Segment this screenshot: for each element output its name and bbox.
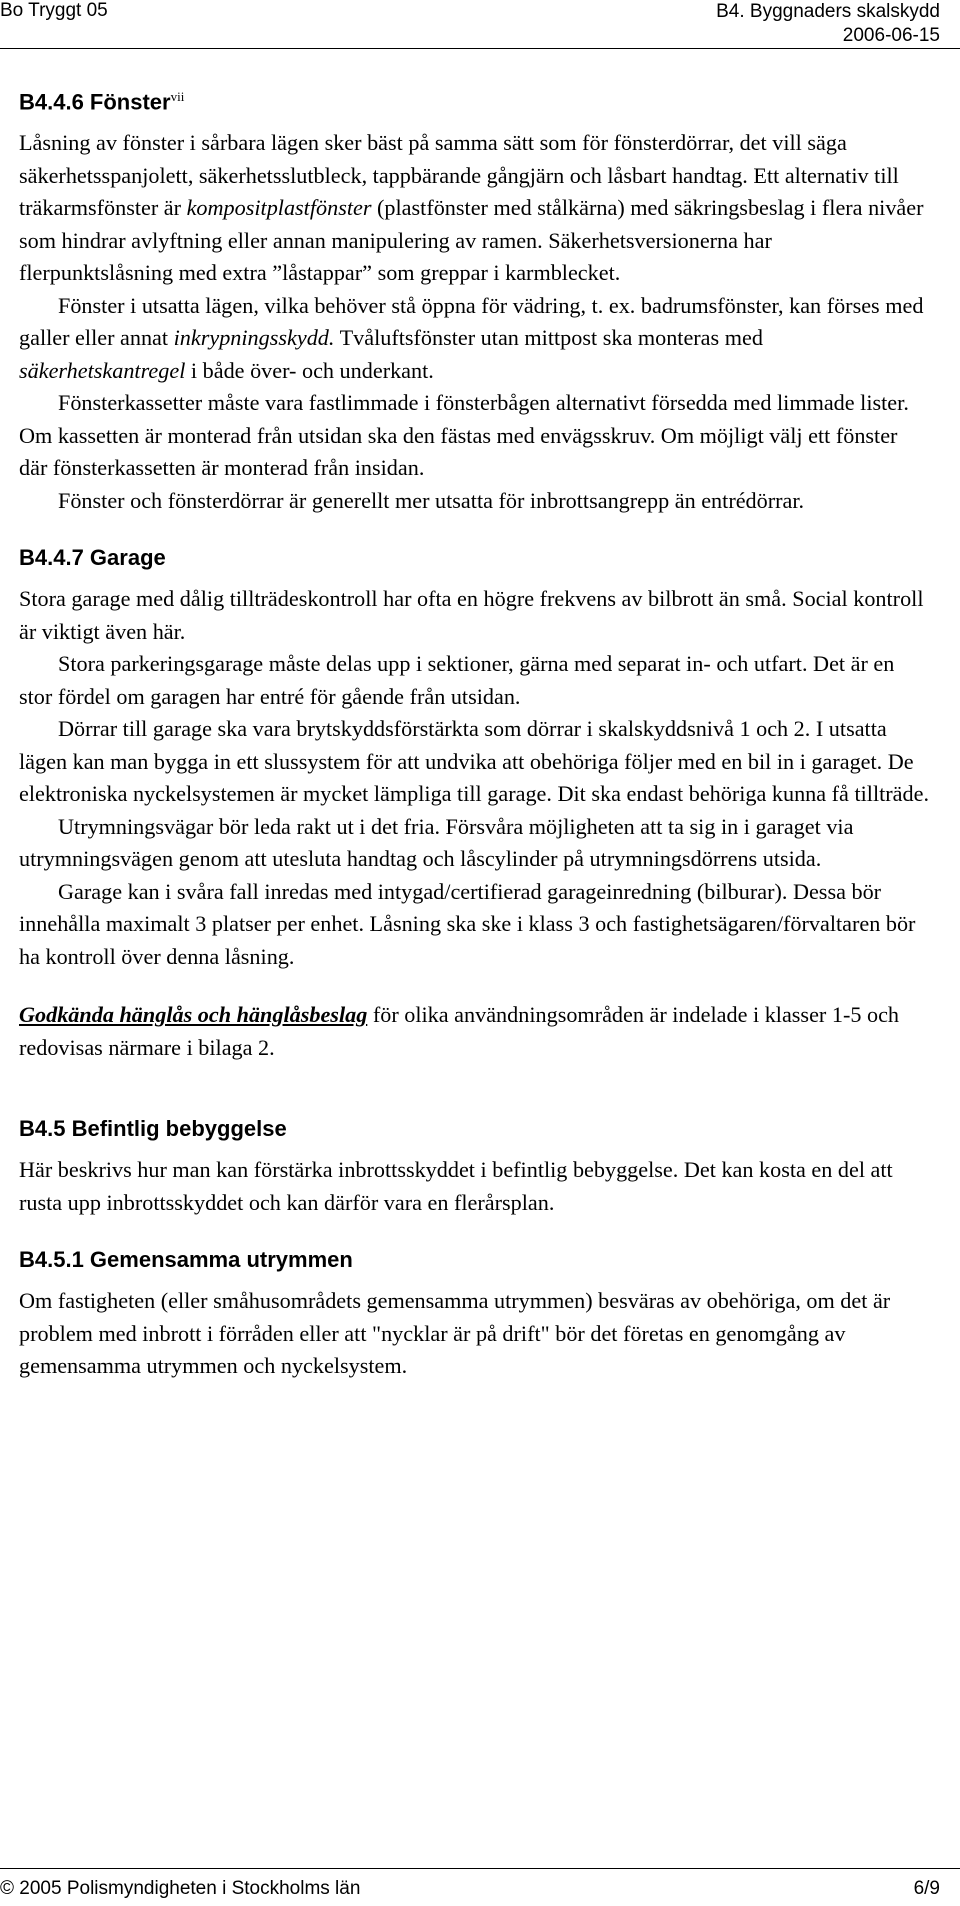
paragraph: Godkända hänglås och hänglåsbeslag för olika användningsområden är indelade i klasser 1-5 och redovisas närmare i bilaga 2. (19, 1002, 900, 1060)
paragraph: Dörrar till garage ska vara brytskyddsförstärkta som dörrar i skalskyddsnivå 1 och 2. I utsatta lägen kan man bygga in ett slussystem för att undvika att obehöriga följer med en bil in i garaget. De elektroniska nyckelsystemen är mycket lämpliga till garage. Dit ska endast behöriga kunna få tillträde. (19, 716, 930, 807)
header-right (716, 0, 940, 48)
section-heading-gemensamma: B4.5.1 Gemensamma utrymmen (19, 1247, 353, 1273)
emphasis-term: Godkända hänglås och hänglåsbeslag (19, 1002, 368, 1028)
page-footer (0, 1868, 960, 1906)
paragraph: Låsning av fönster i sårbara lägen sker bäst på samma sätt som för fönsterdörrar, det vill säga säkerhetsspanjolett, säkerhetsslutbleck, tappbärande gångjärn och låsbart handtag. Ett alternativ till träkarmsfönster är kompositplastfönster (plastfönster med stålkärna) med säkringsbeslag i flera nivåer som hindrar avlyftning eller annan manipulering av ramen. Säkerhetsversionerna har flerpunktslåsning med extra ”låstappar” som greppar i karmblecket. (19, 130, 924, 286)
page-content (19, 82, 929, 1383)
paragraph: Garage kan i svåra fall inredas med intygad/certifierad garageinredning (bilburar). Dessa bör innehålla maximalt 3 platser per enhet. Låsning ska ske i klass 3 och fastighetsägaren/förvaltaren bör ha kontroll över denna låsning. (19, 878, 916, 969)
paragraph: Stora garage med dålig tillträdeskontroll har ofta en högre frekvens av bilbrott än små. Social kontroll är viktigt även här. (19, 586, 924, 644)
header-chapter: B4. Byggnaders skalskydd (716, 1, 940, 22)
footer-copyright: © 2005 Polismyndigheten i Stockholms län (0, 1878, 361, 1899)
footer-divider (0, 1868, 960, 1869)
header-divider (0, 48, 960, 49)
section-heading-befintlig: B4.5 Befintlig bebyggelse (19, 1116, 287, 1142)
header-doc-title: Bo Tryggt 05 (0, 0, 108, 21)
endnote-ref: vii (170, 89, 185, 104)
paragraph: Utrymningsvägar bör leda rakt ut i det fria. Försvåra möjligheten att ta sig in i garaget via utrymningsvägen genom att utesluta handtag och låscylinder på utrymningsdörrens utsida. (19, 813, 854, 872)
paragraph: Om fastigheten (eller småhusområdets gemensamma utrymmen) besväras av obehöriga, om det är problem med inbrott i förråden eller att "nycklar är på drift" bör det företas en genomgång av gemensamma utrymmen och nyckelsystem. (19, 1288, 891, 1379)
header-date: 2006-06-15 (842, 25, 940, 46)
section-heading-garage: B4.4.7 Garage (19, 545, 166, 571)
paragraph: Här beskrivs hur man kan förstärka inbrottsskyddet i befintlig bebyggelse. Det kan kosta en del att rusta upp inbrottsskyddet och kan därför vara en flerårsplan. (19, 1157, 893, 1215)
paragraph: Fönster i utsatta lägen, vilka behöver stå öppna för vädring, t. ex. badrumsfönster, kan förses med galler eller annat inkrypningsskydd. Tvåluftsfönster utan mittpost ska monteras med säkerhetskantregel i både över- och underkant. (19, 292, 924, 383)
page-number: 6/9 (913, 1878, 940, 1899)
section-heading-fonster: B4.4.6 Fönster$^{vii}$ (19, 89, 185, 115)
paragraph: Fönsterkassetter måste vara fastlimmade i fönsterbågen alternativt försedda med limmade lister. Om kassetten är monterad från utsidan ska den fästas med envägsskruv. Om möjligt välj ett fönster där fönsterkassetten är monterad från insidan. (19, 390, 909, 481)
paragraph: Stora parkeringsgarage måste delas upp i sektioner, gärna med separat in- och utfart. Det är en stor fördel om garagen har entré för gående från utsidan. (19, 651, 895, 709)
page-header (0, 0, 960, 50)
paragraph: Fönster och fönsterdörrar är generellt mer utsatta för inbrottsangrepp än entrédörrar. (58, 487, 805, 513)
